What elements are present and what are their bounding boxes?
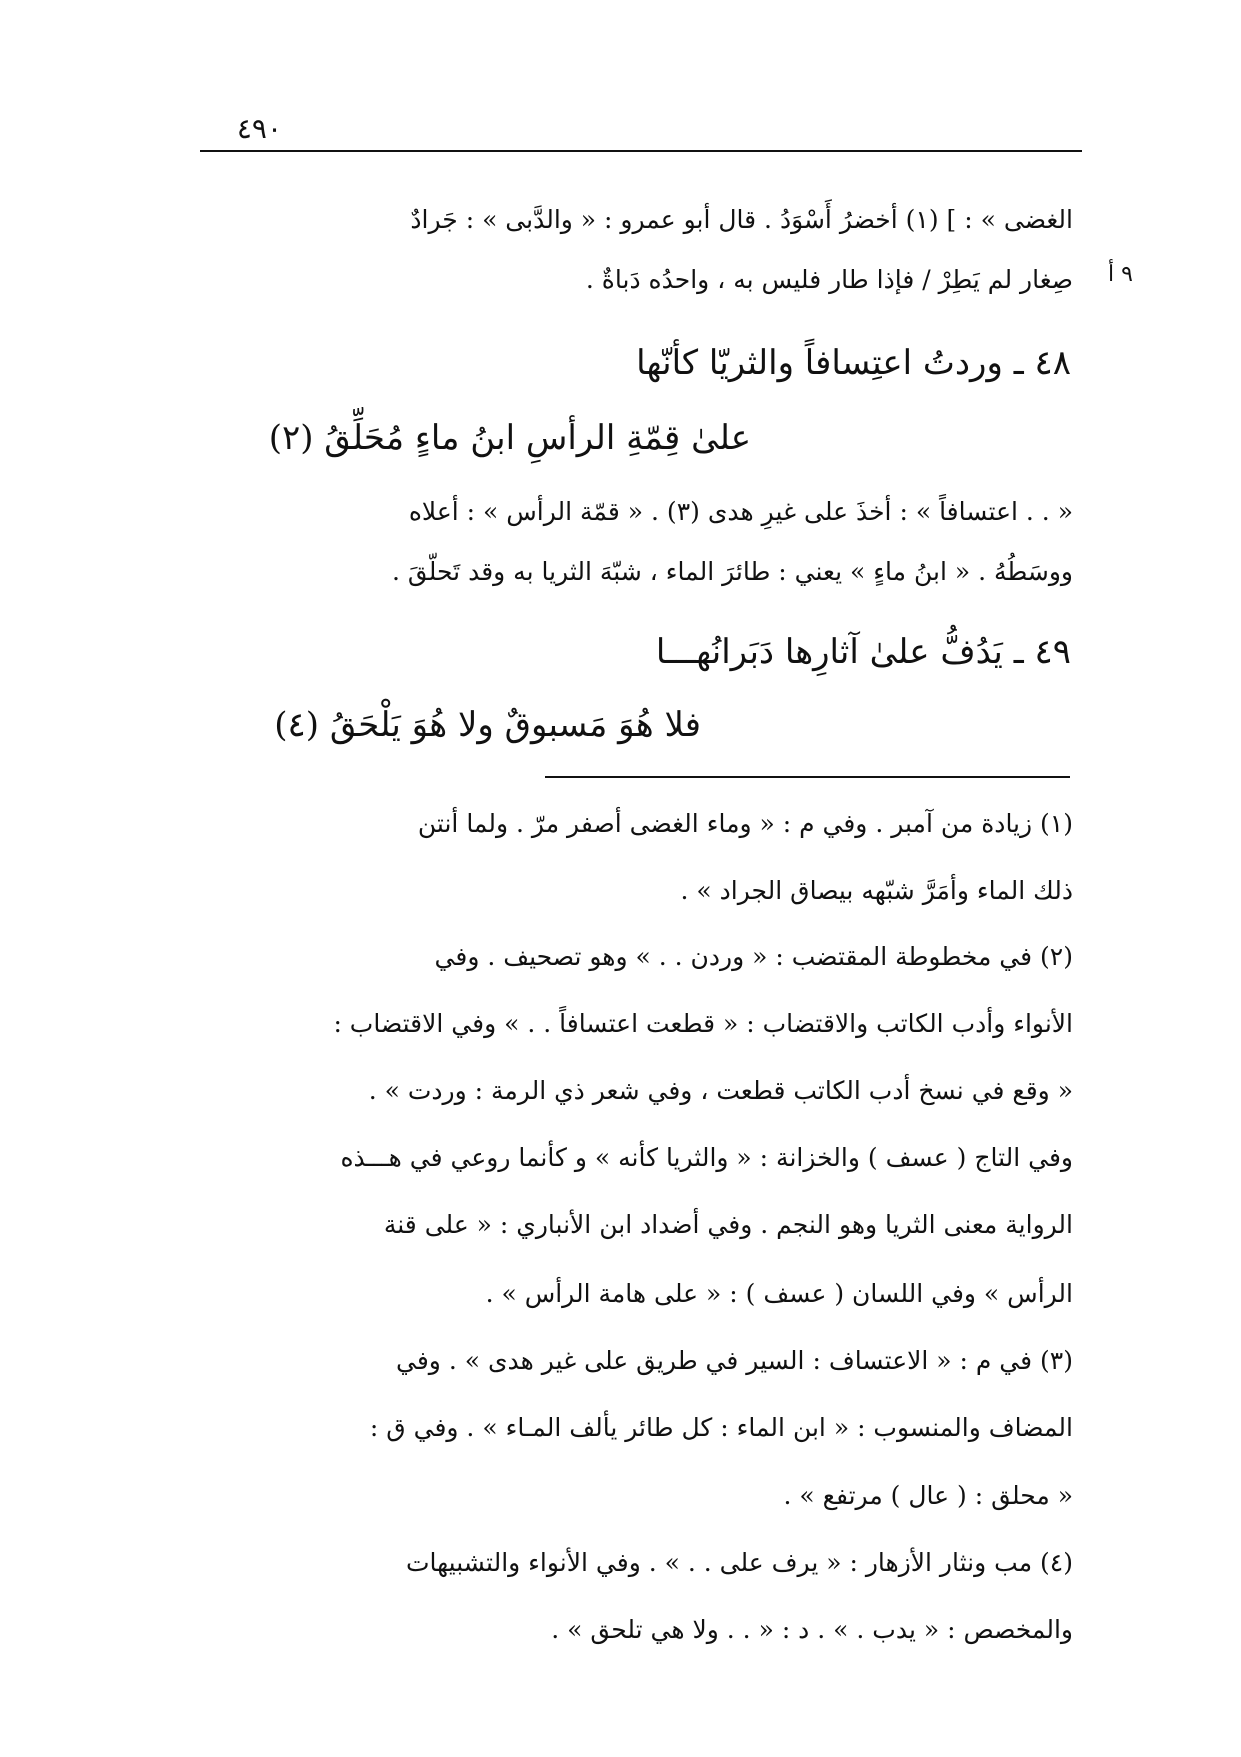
footnote-2 xyxy=(205,923,1073,1258)
footnote-line: والمخصص : « يدب . » . د : « . . ولا هي تلحق » . xyxy=(551,1615,1073,1644)
footnote-line: الأنواء وأدب الكاتب والاقتضاب : « قطعت اعتسافاً . . » وفي الاقتضاب : xyxy=(333,1009,1073,1038)
footnote-4 xyxy=(205,1462,1073,1663)
intro-paragraph xyxy=(205,190,1073,310)
verse-49-first-hemistich: ٤٩ ـ يَدُفُّ علىٰ آثارِها دَبَرانُهـــا xyxy=(655,632,1071,672)
footnote-1 xyxy=(205,790,1073,924)
footnote-line: (٣) في م : « الاعتساف : السير في طريق على غير هدى » . وفي xyxy=(396,1346,1073,1375)
footnote-line: (٢) في مخطوطة المقتضب : « وردن . . » وهو تصحيف . وفي xyxy=(434,942,1073,971)
verse-48-commentary xyxy=(205,482,1073,602)
verse-48-second-hemistich: علىٰ قِمّةِ الرأسِ ابنُ ماءٍ مُحَلِّقُ (٢) xyxy=(268,418,751,458)
footnote-line: الرأس » وفي اللسان ( عسف ) : « على هامة الرأس » . xyxy=(485,1279,1073,1308)
body-line: ووسَطُهُ . « ابنُ ماءٍ » يعني : طائرَ الماء ، شبّهَ الثريا به وقد تَحلّقَ . xyxy=(392,557,1073,586)
footnote-line: « محلق : ( عال ) مرتفع » . xyxy=(783,1481,1073,1510)
verse-49-second-hemistich: فلا هُوَ مَسبوقٌ ولا هُوَ يَلْحَقُ (٤) xyxy=(274,705,701,745)
margin-folio-marker: ٩ أ xyxy=(1108,262,1133,287)
body-line: الغضى » : ] (١) أخضرُ أَسْوَدُ . قال أبو عمرو : « والدَّبى » : جَرادٌ xyxy=(410,205,1073,234)
footnote-line: المضاف والمنسوب : « ابن الماء : كل طائر يألف المـاء » . وفي ق : xyxy=(369,1413,1073,1442)
footnote-line: « وقع في نسخ أدب الكاتب قطعت ، وفي شعر ذي الرمة : وردت » . xyxy=(368,1076,1073,1105)
footnote-line: وفي التاج ( عسف ) والخزانة : « والثريا كأنه » و كأنما روعي في هـــذه xyxy=(340,1143,1073,1172)
body-line: « . . اعتسافاً » : أخذَ على غيرِ هدى (٣) . « قمّة الرأس » : أعلاه xyxy=(408,497,1073,526)
verse-48-first-hemistich: ٤٨ ـ وردتُ اعتِسافاً والثريّا كأنّها xyxy=(636,343,1071,383)
footnote-3 xyxy=(205,1260,1073,1461)
body-line: صِغار لم يَطِرْ / فإذا طار فليس به ، واحدُه دَباةٌ . xyxy=(585,265,1073,294)
footnote-separator xyxy=(545,776,1070,778)
page-number: ٤٩٠ xyxy=(236,112,282,145)
footnote-line: (٤) مب ونثار الأزهار : « يرف على . . » . وفي الأنواء والتشبيهات xyxy=(405,1548,1073,1577)
footnote-line: (١) زيادة من آمبر . وفي م : « وماء الغضى أصفر مرّ . ولما أنتن xyxy=(417,809,1073,838)
footnote-line: ذلك الماء وأمَرَّ شبّهه بيصاق الجراد » . xyxy=(680,876,1073,905)
header-rule xyxy=(200,150,1082,152)
footnote-line: الرواية معنى الثريا وهو النجم . وفي أضداد ابن الأنباري : « على قنة xyxy=(383,1210,1073,1239)
